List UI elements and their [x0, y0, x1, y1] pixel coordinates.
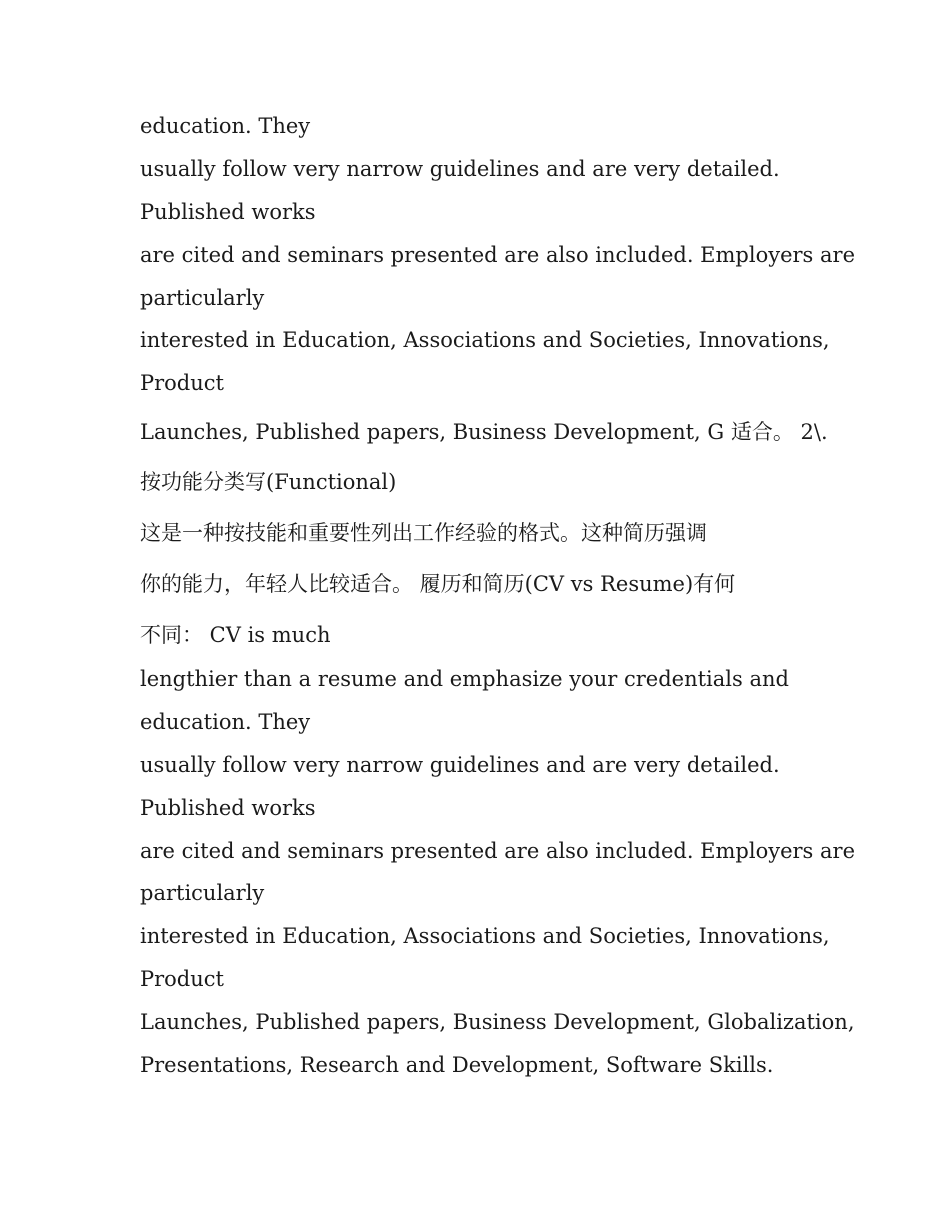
text-line: Launches, Published papers, Business Development, G 适合。 2\.: [140, 420, 828, 444]
text-line: education. They: [140, 114, 311, 138]
text-line: interested in Education, Associations and Societies, Innovations,: [140, 328, 830, 352]
text-line: 按功能分类写(Functional): [140, 470, 397, 494]
text-line: Published works: [140, 200, 316, 224]
text-line: Product: [140, 967, 224, 991]
text-line: Product: [140, 371, 224, 395]
text-line: are cited and seminars presented are also included. Employers are: [140, 839, 855, 863]
text-line: Launches, Published papers, Business Development, Globalization,: [140, 1010, 855, 1034]
text-line: particularly: [140, 286, 265, 310]
text-line: usually follow very narrow guidelines and are very detailed.: [140, 753, 780, 777]
text-line: education. They: [140, 710, 311, 734]
text-line: are cited and seminars presented are also included. Employers are: [140, 243, 855, 267]
text-line: 这是一种按技能和重要性列出工作经验的格式。这种简历强调: [140, 521, 707, 545]
text-line: Published works: [140, 796, 316, 820]
text-line: Presentations, Research and Development, Software Skills.: [140, 1053, 774, 1077]
text-line: usually follow very narrow guidelines and are very detailed.: [140, 157, 780, 181]
text-line: 你的能力，年轻人比较适合。 履历和简历(CV vs Resume)有何: [140, 572, 736, 596]
text-line: lengthier than a resume and emphasize your credentials and: [140, 667, 789, 691]
text-line: 不同： CV is much: [140, 623, 331, 647]
text-line: particularly: [140, 881, 265, 905]
text-line: interested in Education, Associations and Societies, Innovations,: [140, 924, 830, 948]
